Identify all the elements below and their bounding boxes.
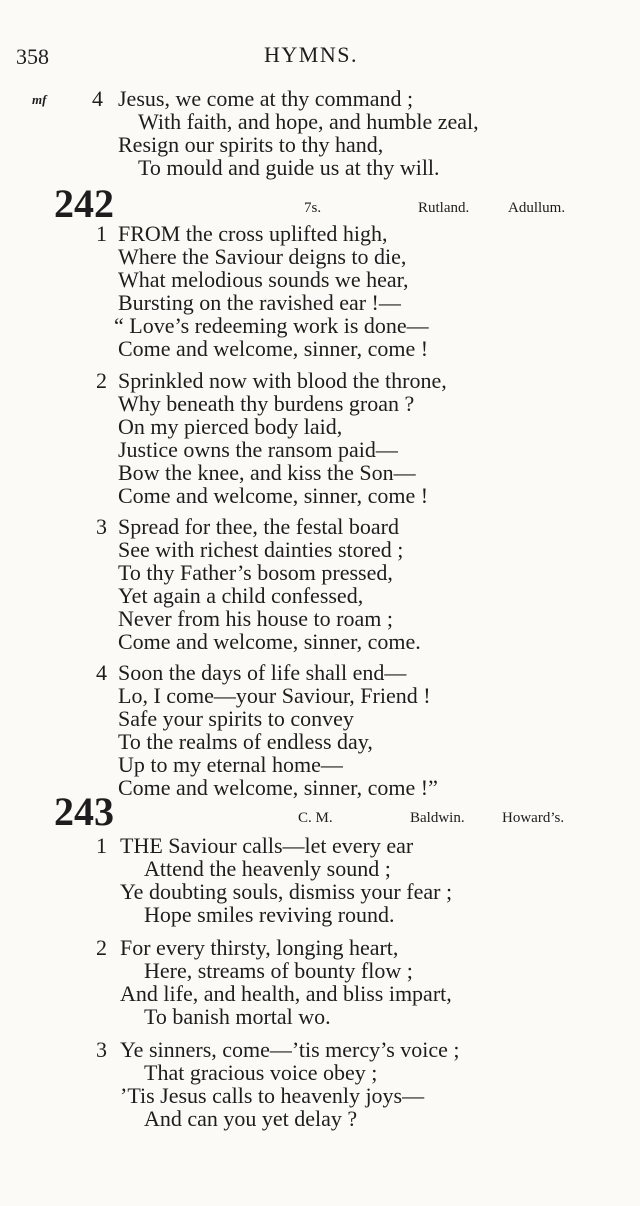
- verse-line: “ Love’s redeeming work is done—: [114, 313, 429, 338]
- verse-number: 3: [96, 1037, 107, 1062]
- verse-line: Spread for thee, the festal board: [118, 514, 399, 539]
- verse-line: To thy Father’s bosom pressed,: [118, 560, 393, 585]
- verse-line: Yet again a child confessed,: [118, 583, 364, 608]
- verse-line: With faith, and hope, and humble zeal,: [138, 109, 479, 134]
- verse-line: FROM the cross uplifted high,: [118, 221, 388, 246]
- verse-line: To mould and guide us at thy will.: [138, 155, 440, 180]
- verse-line: Bow the knee, and kiss the Son—: [118, 460, 416, 485]
- verse-line: See with richest dainties stored ;: [118, 537, 404, 562]
- dynamic-mark: mf: [32, 92, 47, 107]
- verse-number: 1: [96, 833, 107, 858]
- verse-line: And can you yet delay ?: [144, 1106, 358, 1131]
- verse-line: THE Saviour calls—let every ear: [120, 833, 414, 858]
- hymn-number: 243: [54, 789, 114, 834]
- verse-line: To the realms of endless day,: [118, 729, 373, 754]
- hymn-meter: C. M.: [298, 810, 333, 826]
- verse-line: Safe your spirits to convey: [118, 706, 354, 731]
- verse-line: Lo, I come—your Saviour, Friend !: [118, 683, 431, 708]
- verse-line: On my pierced body laid,: [118, 414, 343, 439]
- verse-line: Why beneath thy burdens groan ?: [118, 391, 415, 416]
- tune-name: Rutland.: [418, 200, 470, 216]
- verse-line: Soon the days of life shall end—: [118, 660, 407, 685]
- verse-line: Come and welcome, sinner, come.: [118, 629, 421, 654]
- verse-line: To banish mortal wo.: [144, 1004, 331, 1029]
- verse-number: 1: [96, 221, 107, 246]
- verse-line: Never from his house to roam ;: [118, 606, 393, 631]
- verse-line: Sprinkled now with blood the throne,: [118, 368, 447, 393]
- verse-line: Hope smiles reviving round.: [144, 902, 395, 927]
- verse-line: Jesus, we come at thy command ;: [118, 86, 414, 111]
- verse-line: Come and welcome, sinner, come !: [118, 336, 429, 361]
- verse-number: 4: [96, 660, 107, 685]
- verse-line: Resign our spirits to thy hand,: [118, 132, 384, 157]
- verse-line: Up to my eternal home—: [118, 752, 343, 777]
- verse-number: 4: [92, 86, 103, 111]
- verse-line: For every thirsty, longing heart,: [120, 935, 399, 960]
- hymn-meter: 7s.: [304, 200, 322, 216]
- verse-line: ’Tis Jesus calls to heavenly joys—: [120, 1083, 425, 1108]
- verse-line: Attend the heavenly sound ;: [144, 856, 391, 881]
- tune-name: Howard’s.: [502, 810, 565, 826]
- verse-number: 2: [96, 935, 107, 960]
- verse-number: 2: [96, 368, 107, 393]
- page-number: 358: [16, 44, 49, 69]
- verse-line: Ye doubting souls, dismiss your fear ;: [120, 879, 453, 904]
- verse-line: Bursting on the ravished ear !—: [118, 290, 401, 315]
- verse-line: Ye sinners, come—’tis mercy’s voice ;: [120, 1037, 460, 1062]
- verse-line: Where the Saviour deigns to die,: [118, 244, 407, 269]
- hymn-number: 242: [54, 181, 114, 226]
- verse-line: Here, streams of bounty flow ;: [144, 958, 413, 983]
- tune-name: Adullum.: [508, 200, 566, 216]
- verse-line: Justice owns the ransom paid—: [118, 437, 398, 462]
- verse-line: What melodious sounds we hear,: [118, 267, 409, 292]
- verse-line: Come and welcome, sinner, come !”: [118, 775, 438, 800]
- verse-line: That gracious voice obey ;: [144, 1060, 378, 1085]
- running-head: HYMNS.: [264, 42, 358, 67]
- tune-name: Baldwin.: [410, 810, 465, 826]
- verse-line: And life, and health, and bliss impart,: [120, 981, 452, 1006]
- verse-number: 3: [96, 514, 107, 539]
- verse-line: Come and welcome, sinner, come !: [118, 483, 429, 508]
